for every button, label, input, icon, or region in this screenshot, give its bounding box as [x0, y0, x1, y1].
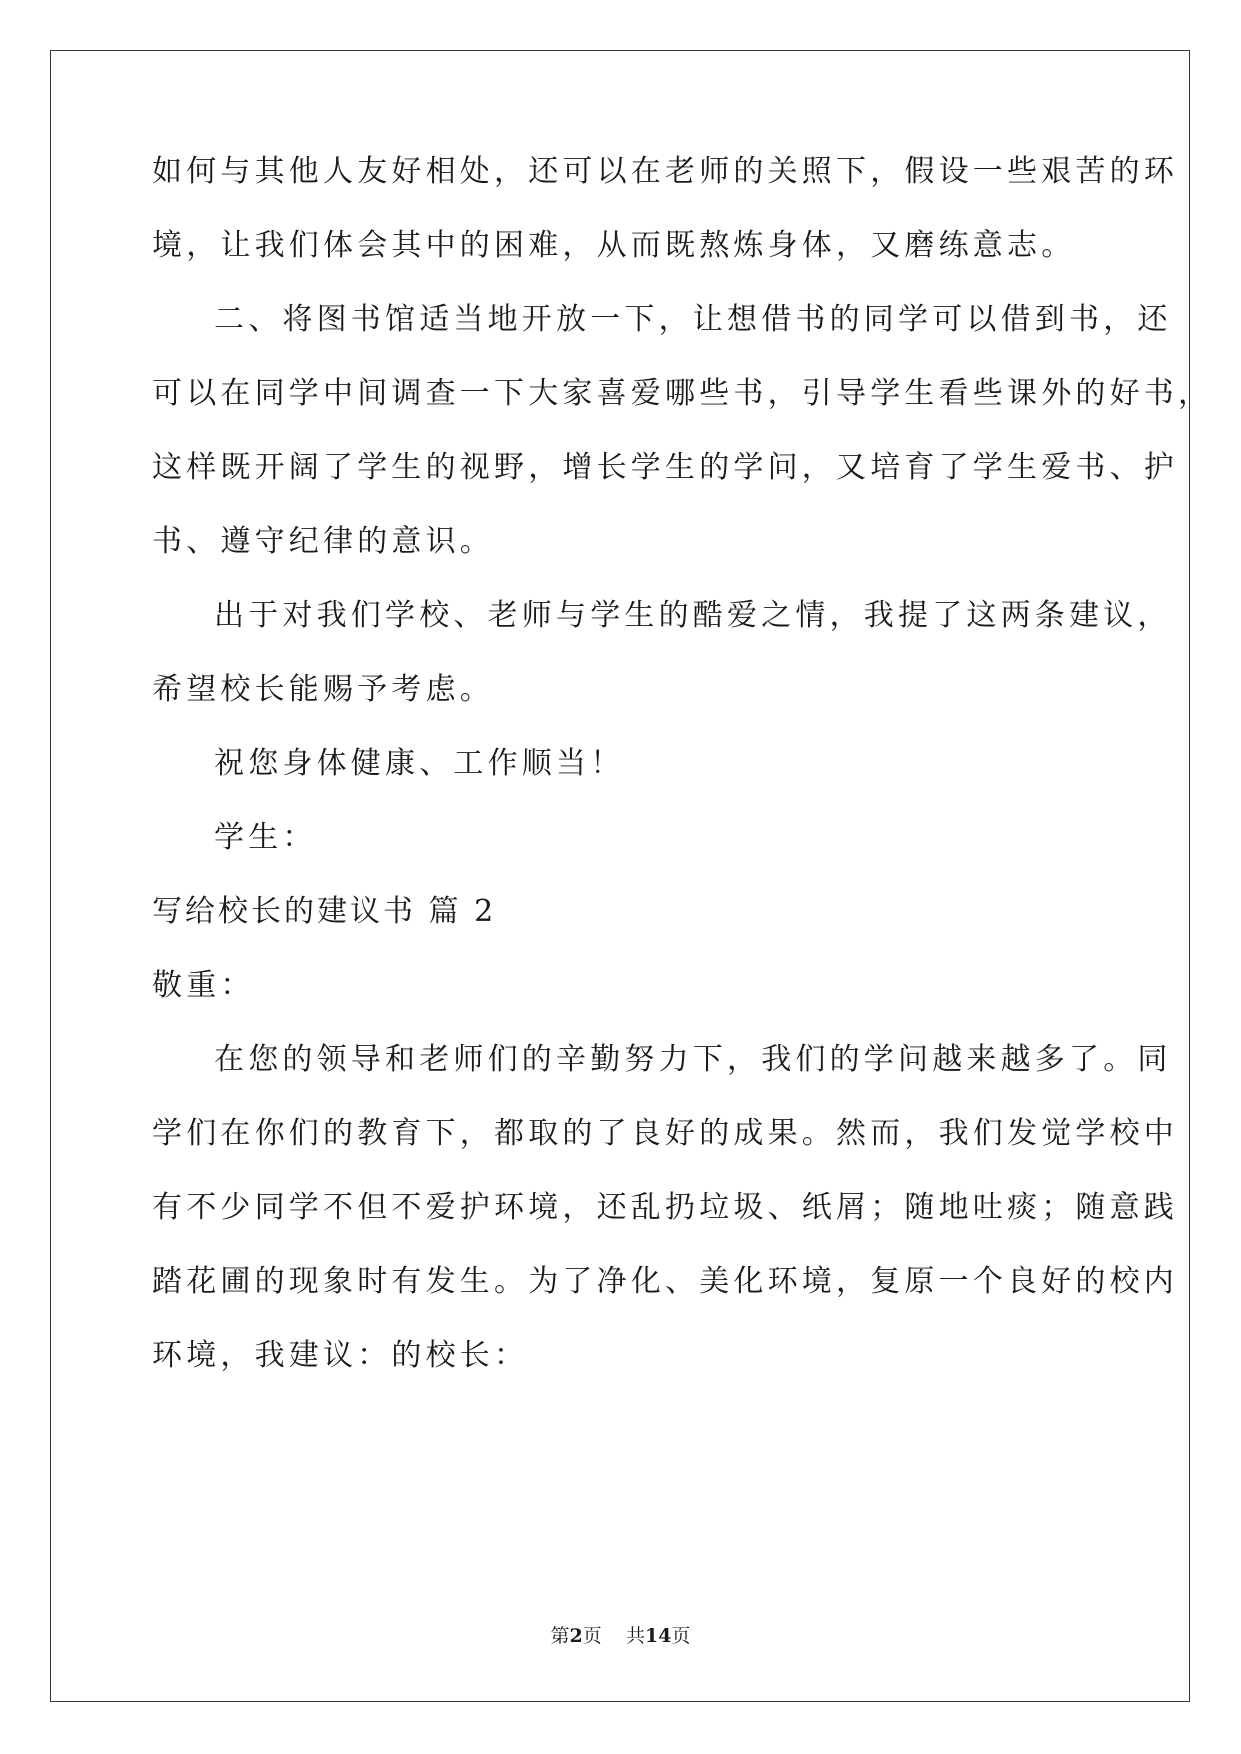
paragraph-line: 这样既开阔了学生的视野，增长学生的学问，又培育了学生爱书、护 [152, 450, 1178, 485]
total-suffix: 页 [671, 1625, 691, 1647]
paragraph-line: 环境，我建议：的校长： [152, 1338, 529, 1373]
paragraph-line: 有不少同学不但不爱护环境，还乱扔垃圾、纸屑；随地吐痰；随意践 [152, 1190, 1178, 1225]
page-prefix: 第 [550, 1625, 570, 1647]
total-prefix: 共 [625, 1625, 645, 1647]
signature: 学生： [214, 820, 317, 855]
page-number: 2 [569, 1625, 583, 1647]
total-pages: 14 [644, 1625, 672, 1647]
paragraph-line: 踏花圃的现象时有发生。为了净化、美化环境，复原一个良好的校内 [152, 1264, 1178, 1299]
paragraph-line: 书、遵守纪律的意识。 [152, 524, 494, 559]
paragraph-line: 出于对我们学校、老师与学生的酷爱之情，我提了这两条建议， [214, 598, 1172, 633]
page-footer [0, 1624, 1241, 1648]
paragraph-line: 可以在同学中间调查一下大家喜爱哪些书，引导学生看些课外的好书， [152, 376, 1213, 411]
paragraph-line: 学们在你们的教育下，都取的了良好的成果。然而，我们发觉学校中 [152, 1116, 1178, 1151]
section-title: 写给校长的建议书 篇 2 [152, 894, 497, 929]
paragraph-line: 如何与其他人友好相处，还可以在老师的关照下，假设一些艰苦的环 [152, 154, 1178, 189]
salutation: 敬重： [152, 968, 255, 1003]
paragraph-line: 二、将图书馆适当地开放一下，让想借书的同学可以借到书，还 [214, 302, 1172, 337]
page-suffix: 页 [582, 1625, 602, 1647]
paragraph-line: 希望校长能赐予考虑。 [152, 672, 494, 707]
paragraph-line: 在您的领导和老师们的辛勤努力下，我们的学问越来越多了。同 [214, 1042, 1172, 1077]
paragraph-line: 境，让我们体会其中的困难，从而既熬炼身体，又磨练意志。 [152, 228, 1076, 263]
closing-wish: 祝您身体健康、工作顺当！ [214, 746, 625, 781]
page-frame [50, 50, 1190, 1702]
